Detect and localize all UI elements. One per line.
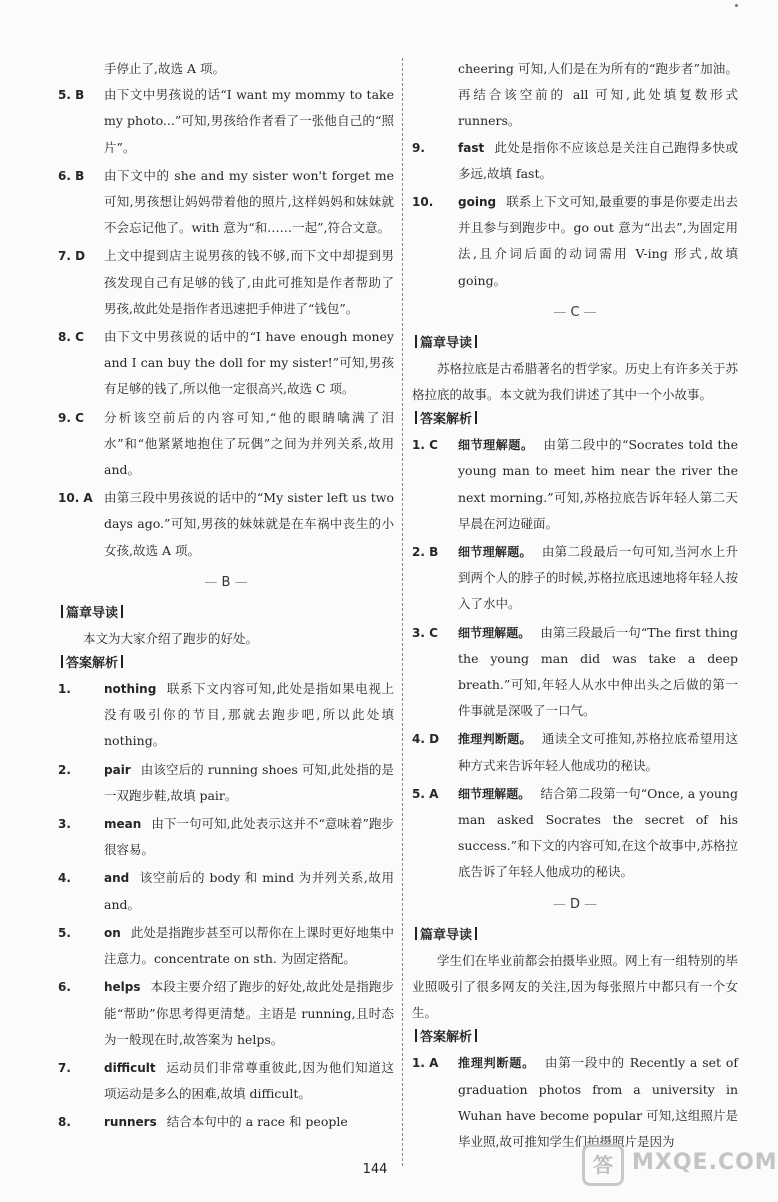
answer-item [58, 811, 394, 863]
item-keyword: helps [104, 980, 141, 995]
section-header [412, 332, 738, 356]
item-text: 由第三段最后一句“The first thing the young man did was take a deep breath.”可知,年轻人从水中伸出头之后做的第一件事就是深吸了一口气。 [458, 624, 738, 719]
item-number: 10. A [58, 491, 93, 506]
item-text: 联系上下文可知,最重要的事是你要走出去并且参与到跑步中。go out 意为“出去”,为固定用法,且介词后面的动词需用 V-ing 形式,故填 going。 [458, 194, 738, 288]
answer-item [412, 135, 738, 187]
item-number: 5. [58, 925, 71, 940]
corner-dot [735, 4, 738, 7]
item-number: 9. [412, 140, 425, 155]
item-number: 3. C [412, 625, 438, 640]
item-number: 7. [58, 1060, 71, 1075]
item-text: 由第二段中的“Socrates told the young man to meet him near the river the next morning.”可知,苏格拉底告诉年轻人第二天早晨在河边碰面。 [458, 437, 738, 531]
item-number: 1. A [412, 1056, 439, 1071]
watermark-text: MXQE.COM [632, 1150, 778, 1175]
item-number: 6. B [58, 168, 85, 183]
item-text: 由下文中的 she and my sister won't forget me 可知,男孩想让妈妈带着他的照片,这样妈妈和妹妹就不会忘记他了。with 意为“和……一起”,符合文意。 [104, 167, 394, 236]
answer-item [412, 726, 738, 778]
section-header [58, 652, 394, 676]
intro-text: 苏格拉底是古希腊著名的哲学家。历史上有许多关于苏格拉底的故事。本文就为我们讲述了其中一个小故事。 [412, 360, 738, 403]
item-number: 2. [58, 762, 71, 777]
item-text: 分析该空前后的内容可知,“他的眼睛噙满了泪水”和“他紧紧地抱住了玩偶”之间为并列关系,故用 and。 [104, 409, 394, 478]
item-keyword: 推理判断题。 [458, 1056, 535, 1071]
section-letter: C [570, 304, 580, 320]
section-header-label: 篇章导读 [420, 927, 473, 943]
section-header [58, 602, 394, 626]
item-number: 8. C [58, 330, 84, 345]
item-number: 8. [58, 1115, 71, 1130]
right-column [412, 56, 738, 1157]
section-header-label: 篇章导读 [66, 605, 119, 621]
section-title-d: — D — [552, 896, 598, 912]
answers-part-a [58, 82, 394, 564]
item-number: 1. C [412, 438, 438, 453]
item-text: 由下一句可知,此处表示这并不“意味着”跑步很容易。 [104, 816, 394, 858]
item-number: 10. [412, 195, 434, 210]
intro-text: 本文为大家介绍了跑步的好处。 [83, 630, 259, 646]
section-title-b: — B — [204, 574, 248, 590]
answer-item [58, 163, 394, 242]
answer-item [58, 243, 394, 322]
item-text: 由下文中男孩说的话“I want my mommy to take my photo...”可知,男孩给作者看了一张他自己的“照片”。 [104, 87, 394, 155]
item-keyword: 细节理解题。 [458, 786, 531, 801]
item-number: 7. D [58, 249, 86, 264]
item-number: 4. [58, 871, 71, 886]
item-number: 9. C [58, 410, 84, 425]
item-text: 由第二段最后一句可知,当河水上升到两个人的脖子的时候,苏格拉底迅速地将年轻人按入了水中。 [458, 544, 738, 612]
answer-item [412, 620, 738, 725]
answer-item [412, 781, 738, 886]
item-text: 由第一段中的 Recently a set of graduation photos from a university in Wuhan have become popular 可知,这组照片是毕业照,故可推知学生们拍摄照片是因为 [458, 1055, 738, 1149]
item-text: 上文中提到店主说男孩的钱不够,而下文中却提到男孩发现自己有足够的钱了,由此可推知是作者帮助了男孩,故此处是指作者迅速把手伸进了“钱包”。 [104, 248, 394, 316]
item-number: 5. A [412, 786, 439, 801]
item-text: 结合本句中的 a race 和 people [166, 1114, 348, 1130]
item-text: 此处是指跑步甚至可以帮你在上课时更好地集中注意力。concentrate on sth. 为固定搭配。 [104, 924, 394, 967]
intro-text: 学生们在毕业前都会拍摄毕业照。网上有一组特别的毕业照吸引了很多网友的关注,因为每张照片中都只有一个女生。 [412, 952, 738, 1021]
item-text: 本段主要介绍了跑步的好处,故此处是指跑步能“帮助”你思考得更清楚。主语是 running,且时态为一般现在时,故答案为 helps。 [104, 979, 394, 1047]
item-text: 该空前后的 body 和 mind 为并列关系,故用 and。 [104, 870, 394, 912]
item-keyword: 细节理解题。 [458, 625, 531, 640]
item-keyword: 推理判断题。 [458, 732, 532, 747]
watermark-logo-icon: 答 [582, 1144, 624, 1186]
answer-item [412, 539, 738, 618]
answer-item [58, 405, 394, 484]
item-keyword: nothing [104, 682, 157, 697]
answer-item [58, 920, 394, 972]
answer-item [58, 676, 394, 755]
section-header [412, 924, 738, 948]
watermark [582, 1140, 778, 1188]
item-number: 1. [58, 682, 71, 697]
answer-item [58, 82, 394, 161]
item-keyword: mean [104, 817, 142, 832]
answer-item [58, 485, 394, 564]
item-keyword: difficult [104, 1060, 156, 1075]
item-keyword: pair [104, 762, 131, 777]
item-keyword: 细节理解题。 [458, 545, 532, 560]
column-divider [402, 58, 403, 1166]
answers-part-b-cont [412, 135, 738, 294]
section-letter: D [569, 896, 580, 912]
answer-item [58, 974, 394, 1053]
continued-text: 手停止了,故选 A 项。 [104, 61, 225, 76]
item-text: 此处是指你不应该总是关注自己跑得多快或多远,故填 fast。 [458, 139, 738, 181]
item-number: 5. B [58, 88, 85, 103]
section-header-label: 答案解析 [420, 412, 473, 428]
answer-item [58, 757, 394, 809]
item-text: 结合第二段第一句“Once, a young man asked Socrates the secret of his success.”和下文的内容可知,在这个故事中,苏格拉底告诉了年轻人他成功的秘诀。 [458, 785, 738, 880]
section-header-label: 篇章导读 [420, 335, 473, 351]
answer-item [412, 432, 738, 537]
section-header-label: 答案解析 [420, 1030, 473, 1046]
item-text: 由该空后的 running shoes 可知,此处指的是一双跑步鞋,故填 pair。 [104, 761, 394, 803]
item-number: 4. D [412, 732, 440, 747]
section-title-c: — C — [553, 304, 597, 320]
page-number: 144 [362, 1162, 388, 1177]
answer-item [58, 1055, 394, 1107]
item-text: 由下文中男孩说的话中的“I have enough money and I can buy the doll for my sister!”可知,男孩有足够的钱了,所以他一定很高兴,故选 C 项。 [104, 329, 394, 397]
answer-item [412, 189, 738, 294]
item-number: 6. [58, 980, 71, 995]
answers-part-c [412, 432, 738, 885]
section-letter: B [221, 574, 231, 590]
answer-item [58, 1109, 394, 1135]
answer-item [58, 324, 394, 403]
item-keyword: fast [458, 140, 485, 155]
item-number: 3. [58, 817, 71, 832]
section-header [412, 408, 738, 432]
left-column [58, 56, 394, 1138]
section-header-label: 答案解析 [66, 656, 119, 672]
item-keyword: on [104, 925, 121, 940]
item-keyword: 细节理解题。 [458, 438, 534, 453]
item-text: 运动员们非常尊重彼此,因为他们知道这项运动是多么的困难,故填 difficult。 [104, 1059, 394, 1102]
continued-text: cheering 可知,人们是在为所有的“跑步者”加油。再结合该空前的 all 可知,此处填复数形式 runners。 [458, 61, 738, 129]
item-keyword: runners [104, 1115, 157, 1130]
item-keyword: and [104, 871, 130, 886]
item-keyword: going [458, 195, 497, 210]
section-header [412, 1026, 738, 1050]
answer-item [58, 865, 394, 917]
answers-part-b [58, 676, 394, 1135]
item-number: 2. B [412, 545, 439, 560]
item-text: 由第三段中男孩说的话中的“My sister left us two days ago.”可知,男孩的妹妹就是在车祸中丧生的小女孩,故选 A 项。 [104, 490, 394, 558]
item-text: 通读全文可推知,苏格拉底希望用这种方式来告诉年轻人他成功的秘诀。 [458, 731, 738, 773]
item-text: 联系下文内容可知,此处是指如果电视上没有吸引你的节目,那就去跑步吧,所以此处填 nothing。 [104, 681, 394, 749]
